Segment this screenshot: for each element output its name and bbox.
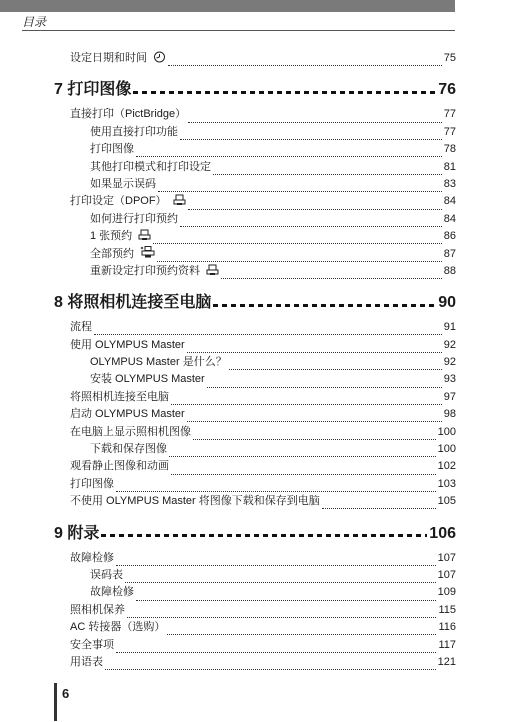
toc-entry-page: 87 [443,247,456,260]
toc-entry-page: 107 [437,568,456,581]
leader-dots [94,324,442,335]
toc-entry-page: 78 [443,143,456,156]
toc-entry[interactable] [54,246,456,263]
toc-entry[interactable] [54,337,456,354]
print-icon [206,264,219,282]
toc-entry-label: AC 转接器（选购） [70,621,166,634]
chapter-heading[interactable] [54,79,456,101]
chapter-title: 9 附录 [54,524,100,542]
leader-dots [213,164,442,175]
leader-dots [180,216,442,227]
leader-dots [167,624,436,635]
toc-entry[interactable] [54,602,456,619]
toc-entry-set-date-time[interactable] [54,50,456,67]
toc-entry-page: 83 [443,177,456,190]
table-of-contents [54,50,456,671]
toc-entry-label: 使用直接打印功能 [90,125,178,138]
toc-entry-label: 误码表 [90,568,123,581]
toc-entry-label: 全部预约 [90,246,155,265]
leader-dashes [133,91,436,94]
toc-entry-label: 流程 [70,321,92,334]
leader-dots [105,659,436,670]
toc-entry-label: 故障检修 [70,551,114,564]
chapter-page: 106 [429,524,456,542]
chapters-container [54,79,456,671]
leader-dots [157,251,442,262]
toc-entry-label: 设定日期和时间 [70,50,166,69]
leader-dots [221,268,442,279]
toc-entry-label: 用语表 [70,655,103,668]
header-title: 目录 [22,15,47,29]
toc-entry-page: 109 [437,586,456,599]
leader-dots [188,112,442,123]
toc-entry-page: 77 [443,108,456,121]
toc-entry-label: 打印图像 [70,477,114,490]
toc-entry-label: 观看静止图像和动画 [70,460,169,473]
toc-entry[interactable] [54,406,456,423]
leader-dots [136,146,442,157]
leader-dots [116,642,436,653]
toc-entry[interactable] [54,354,456,371]
toc-entry-label: 安全事项 [70,638,114,651]
leader-dots [116,481,436,492]
toc-entry-label: 故障检修 [90,586,134,599]
chapter-title: 7 打印图像 [54,81,132,99]
toc-entry-page: 102 [437,460,456,473]
toc-entry-label: 打印设定（DPOF） [70,193,186,212]
toc-entry-page: 81 [443,160,456,173]
toc-entry-label: 在电脑上显示照相机图像 [70,425,191,438]
toc-entry-label: 打印图像 [90,143,134,156]
page-number: 6 [62,686,70,701]
page-number-bar [54,683,57,721]
leader-dots [207,377,442,388]
leader-dots [187,342,442,353]
toc-entry[interactable] [54,584,456,601]
toc-entry[interactable] [54,493,456,510]
leader-dots [125,572,436,583]
toc-entry-label: 启动 OLYMPUS Master [70,408,185,421]
toc-entry[interactable] [54,371,456,388]
toc-entry-page: 84 [443,212,456,225]
toc-entry-page: 75 [443,52,456,64]
toc-entry-label: 安装 OLYMPUS Master [90,373,205,386]
toc-entry-page: 77 [443,125,456,138]
toc-entry-label: 照相机保养 [70,603,125,616]
toc-entry-page: 98 [443,408,456,421]
leader-dots [127,607,436,618]
leader-dots [171,464,436,475]
leader-dots [158,181,442,192]
toc-entry-label: 下载和保存图像 [90,443,167,456]
clock-icon [153,51,166,69]
page-header [0,0,455,34]
toc-entry[interactable] [54,654,456,671]
chapter-heading[interactable] [54,523,456,545]
leader-dots [171,394,442,405]
toc-entry-page: 105 [437,495,456,508]
toc-entry[interactable] [54,263,456,280]
toc-entry-page: 97 [443,390,456,403]
chapter-page: 90 [438,294,456,312]
leader-dots [168,55,442,66]
header-rule [22,30,455,31]
toc-entry[interactable] [54,124,456,141]
toc-entry[interactable] [54,193,456,210]
toc-entry[interactable] [54,176,456,193]
toc-entry-page: 84 [443,195,456,208]
toc-entry-label: 直接打印（PictBridge） [70,108,187,121]
toc-entry-label: OLYMPUS Master 是什么？ [90,356,227,369]
toc-entry[interactable] [54,619,456,636]
toc-entry[interactable] [54,159,456,176]
leader-dots [169,446,436,457]
toc-entry[interactable] [54,389,456,406]
toc-entry[interactable] [54,424,456,441]
toc-entry-page: 93 [443,373,456,386]
toc-entry-page: 100 [437,425,456,438]
toc-entry-page: 92 [443,356,456,369]
chapter-title: 8 将照相机连接至电脑 [54,294,212,312]
toc-entry[interactable] [54,106,456,123]
leader-dots [188,199,442,210]
toc-entry[interactable] [54,476,456,493]
toc-entry[interactable] [54,637,456,654]
leader-dots [116,555,436,566]
toc-entry-page: 100 [437,443,456,456]
leader-dots [187,411,442,422]
toc-entry-page: 91 [443,321,456,334]
leader-dots [153,233,442,244]
toc-entry-label: 其他打印模式和打印设定 [90,160,211,173]
toc-entry-page: 116 [438,621,456,634]
toc-entry[interactable] [54,319,456,336]
leader-dots [136,590,436,601]
leader-dots [322,498,436,509]
toc-entry-label: 如何进行打印预约 [90,212,178,225]
leader-dots [193,429,436,440]
toc-entry[interactable] [54,141,456,158]
leader-dashes [101,534,427,537]
toc-entry-label: 将照相机连接至电脑 [70,390,169,403]
toc-entry-page: 86 [443,230,456,243]
toc-entry-page: 103 [437,477,456,490]
toc-entry[interactable] [54,228,456,245]
toc-entry-label: 如果显示误码 [90,177,156,190]
toc-entry-page: 92 [443,338,456,351]
toc-entry-label: 1 张预约 [90,228,151,247]
toc-entry[interactable] [54,211,456,228]
leader-dots [229,359,442,370]
toc-entry-page: 88 [443,264,456,277]
toc-entry-label: 使用 OLYMPUS Master [70,338,185,351]
toc-entry-page: 107 [437,551,456,564]
leader-dashes [213,304,436,307]
toc-entry[interactable] [54,550,456,567]
toc-entry-label: 重新设定打印预约资料 [90,263,219,282]
chapter-page: 76 [438,81,456,99]
leader-dots [180,129,442,140]
chapter-heading[interactable] [54,292,456,314]
toc-entry[interactable] [54,458,456,475]
toc-entry-page: 117 [438,638,456,651]
toc-entry[interactable] [54,441,456,458]
toc-entry[interactable] [54,567,456,584]
toc-entry-page: 115 [438,603,456,616]
header-band [0,0,455,12]
toc-entry-label: 不使用 OLYMPUS Master 将图像下载和保存到电脑 [70,495,320,508]
toc-entry-page: 121 [437,655,456,668]
